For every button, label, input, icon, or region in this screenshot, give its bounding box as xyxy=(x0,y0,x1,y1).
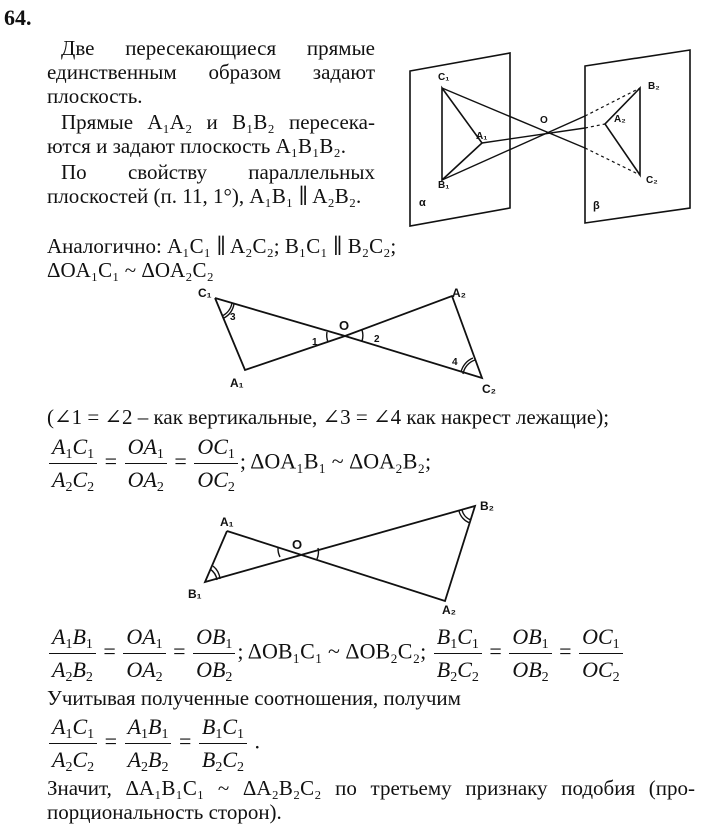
fraction-oa1-oa2: $\frac{OA_1}{OA_2}$ xyxy=(125,432,167,495)
angles-line: (∠1 = ∠2 – как вертикальные, ∠3 = ∠4 как накрест лежащие); xyxy=(47,405,610,429)
label-alpha: α xyxy=(419,197,426,209)
triangle-a2b2c2 xyxy=(605,88,640,175)
angle-o-left xyxy=(278,548,280,557)
label-a2: A₂ xyxy=(614,114,626,125)
label-c1: C₁ xyxy=(198,286,212,300)
label-c2: C₂ xyxy=(646,175,658,186)
label-beta: β xyxy=(593,200,600,212)
conclusion xyxy=(47,776,695,824)
two-triangles xyxy=(215,296,482,378)
label-o: O xyxy=(292,537,303,552)
fraction-a1c1-a2c2-final: $\frac{A_1C_1}{A_2C_2}$ xyxy=(49,712,97,775)
para2-line1: Прямые A₁A₂ и B₁B₂ пересека- xyxy=(61,110,375,134)
analog-line1: Аналогично: A₁C₁ ∥ A₂C₂; B₁C₁ ∥ B₂C₂; xyxy=(47,234,397,258)
fraction-b1c1-b2c2: $\frac{B_1C_1}{B_2C_2}$ xyxy=(434,622,482,685)
line-b1 xyxy=(442,116,585,180)
para3-line2: плоскостей (п. 11, 1°), A₁B₁ ∥ A₂B₂. xyxy=(47,184,362,208)
analog-line2: ΔOA₁C₁ ~ ΔOA₂C₂ xyxy=(47,258,214,282)
label-a2: A₂ xyxy=(452,286,466,300)
fraction-oa1-oa2-b: $\frac{OA_1}{OA_2}$ xyxy=(123,622,165,685)
ratio-line-1: $\frac{A_1C_1}{A_2C_2}$ = $\frac{OA_1}{OA_2}$ = $\frac{OC_1}{OC_2}$ ; ΔOA₁B₁ ~ ΔOA₂B₂; xyxy=(47,432,431,495)
fraction-a1b1-a2b2-final: $\frac{A_1B_1}{A_2B_2}$ xyxy=(125,712,172,775)
line-a2-dashed xyxy=(585,124,605,128)
triangles-figure-2 xyxy=(180,496,520,618)
label-o: O xyxy=(540,115,548,126)
angle-3-label: 3 xyxy=(230,312,236,323)
triangles-b1-b2 xyxy=(205,506,475,601)
label-o: O xyxy=(339,318,350,333)
fraction-b1c1-b2c2-final: $\frac{B_1C_1}{B_2C_2}$ xyxy=(199,712,247,775)
conclusion-line2: порциональность сторон). xyxy=(47,800,282,824)
conclusion-line1: Значит, ΔA₁B₁C₁ ~ ΔA₂B₂C₂ по третьему признаку подобия (про- xyxy=(47,776,695,800)
label-c1: C₁ xyxy=(438,72,450,83)
line-b2-dashed xyxy=(585,88,640,116)
label-a2: A₂ xyxy=(442,603,456,617)
planes-figure xyxy=(405,48,695,228)
label-a1: A₁ xyxy=(230,376,244,390)
line-a1 xyxy=(482,128,585,143)
fraction-oc1-oc2-b: $\frac{OC_1}{OC_2}$ xyxy=(579,622,623,685)
label-a1: A₁ xyxy=(476,131,488,142)
para1-line1: Две пересекающиеся прямые xyxy=(61,36,375,60)
result-line: Учитывая полученные соотношения, получим xyxy=(47,686,461,710)
label-b2: B₂ xyxy=(480,499,494,513)
label-c2: C₂ xyxy=(482,382,496,396)
fraction-ob1-ob2: $\frac{OB_1}{OB_2}$ xyxy=(193,622,235,685)
ratio1-tail: ; ΔOA₁B₁ ~ ΔOA₂B₂; xyxy=(239,448,432,474)
para2-line2: ются и задают плоскость A₁B₁B₂. xyxy=(47,134,346,158)
label-b1: B₁ xyxy=(438,180,450,191)
fraction-ob1-ob2-b: $\frac{OB_1}{OB_2}$ xyxy=(509,622,551,685)
angle-2-arc xyxy=(362,330,363,341)
ratio-line-2: $\frac{A_1B_1}{A_2B_2}$ = $\frac{OA_1}{OA_2}$ = $\frac{OB_1}{OB_2}$ ; ΔOB₁C₁ ~ ΔOB₂C₂; $\frac{B_1C_1}{B_2C_2}$ = $\frac{OB_1}{OB_2}$ = $\frac{OC_1}{OC_2}$ xyxy=(47,622,625,685)
para1-line3: плоскость. xyxy=(47,84,143,108)
text-column xyxy=(47,36,375,208)
angle-4-label: 4 xyxy=(452,357,458,368)
plane-beta xyxy=(585,50,690,223)
ratio-line-3: $\frac{A_1C_1}{A_2C_2}$ = $\frac{A_1B_1}{A_2B_2}$ = $\frac{B_1C_1}{B_2C_2}$ . xyxy=(47,712,260,775)
problem-number: 64. xyxy=(4,5,32,30)
label-a1: A₁ xyxy=(220,515,234,529)
angle-1-arc xyxy=(327,332,328,342)
angle-b2-arc-2 xyxy=(459,511,470,523)
line-c2-dashed xyxy=(585,148,640,175)
ratio2-mid: ; ΔOB₁C₁ ~ ΔOB₂C₂; xyxy=(237,638,427,664)
angle-2-label: 2 xyxy=(374,334,380,345)
angle-1-label: 1 xyxy=(312,337,318,348)
fraction-a1b1-a2b2: $\frac{A_1B_1}{A_2B_2}$ xyxy=(49,622,96,685)
para1-line2: единственным образом задают xyxy=(47,60,375,84)
label-b1: B₁ xyxy=(188,587,202,601)
fraction-oc1-oc2: $\frac{OC_1}{OC_2}$ xyxy=(194,432,238,495)
para3-line1: По свойству параллельных xyxy=(61,160,375,184)
label-b2: B₂ xyxy=(648,81,660,92)
fraction-a1c1-a2c2: $\frac{A_1C_1}{A_2C_2}$ xyxy=(49,432,97,495)
vertical-angles-figure xyxy=(190,280,510,398)
